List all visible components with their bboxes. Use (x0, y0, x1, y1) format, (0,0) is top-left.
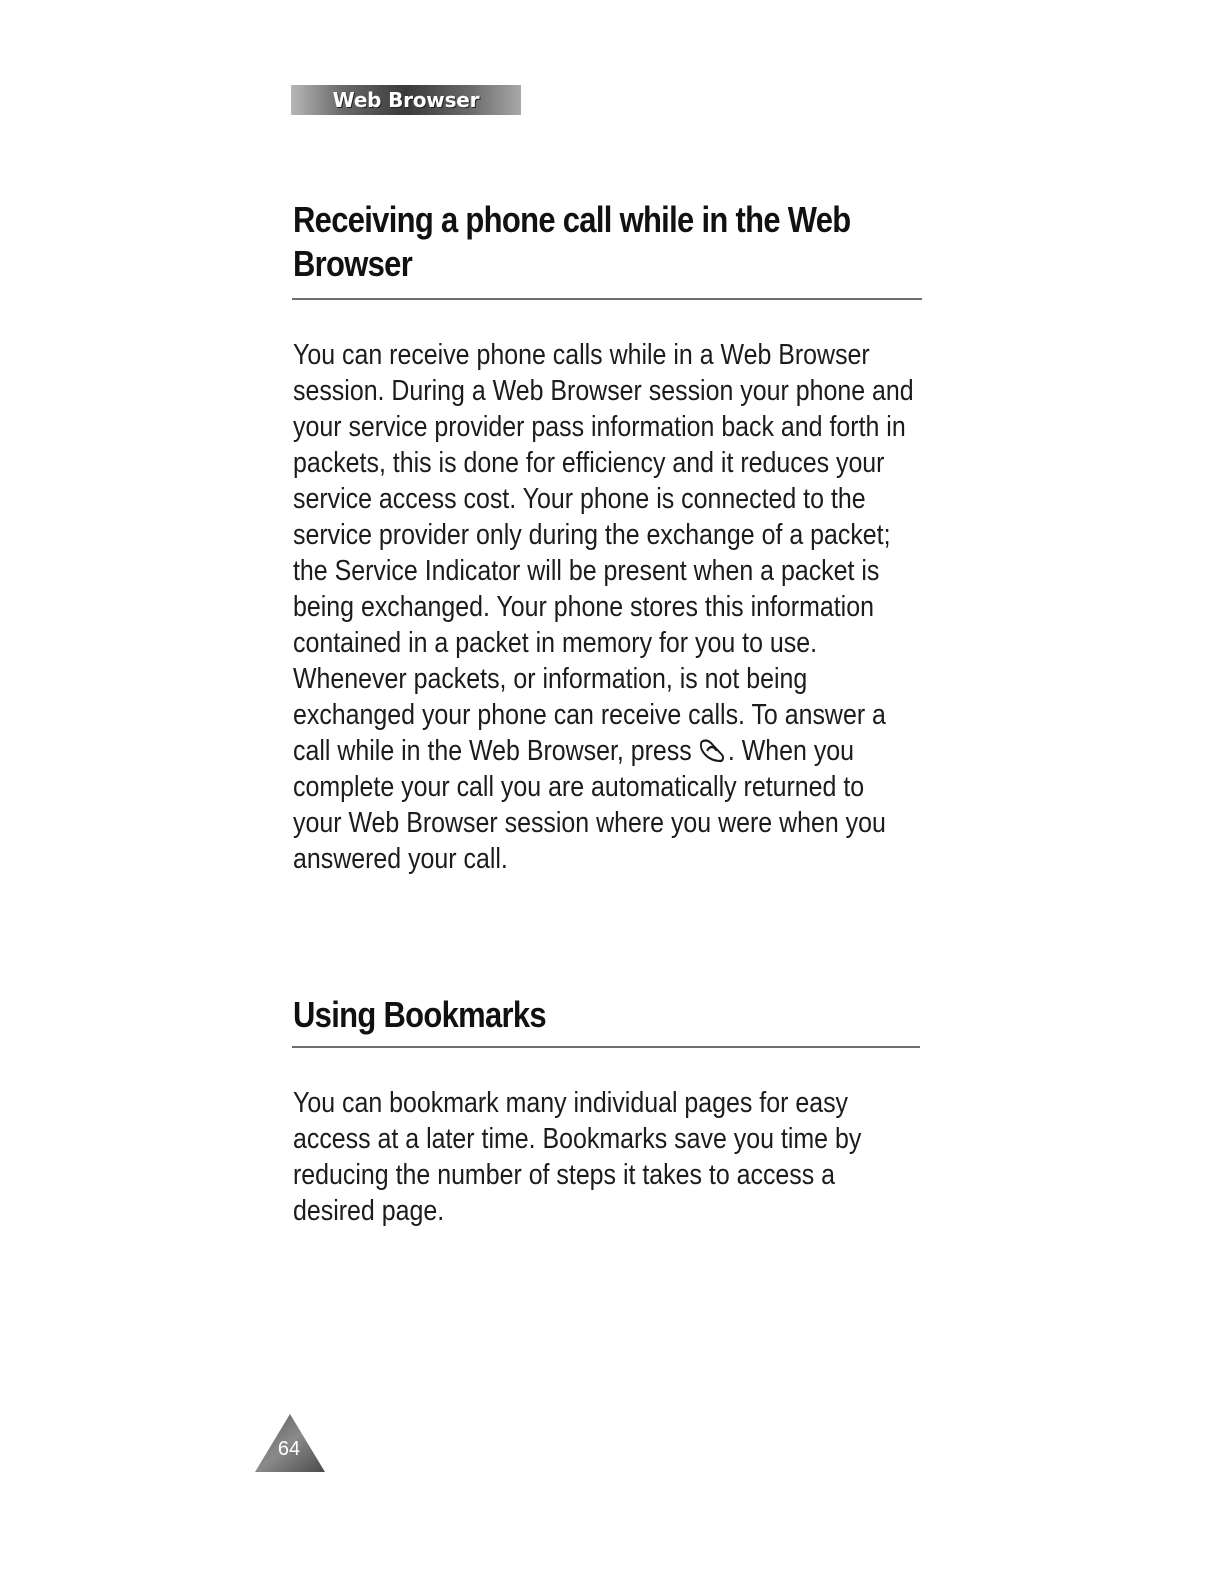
text-line: being exchanged. Your phone stores this information (293, 591, 874, 623)
text-line: answered your call. (293, 843, 508, 875)
text-line: complete your call you are automatically returned to (293, 771, 865, 803)
text-line: exchanged your phone can receive calls. To answer a (293, 699, 886, 731)
text-line: your service provider pass information back and forth in (293, 411, 906, 443)
text-line: service provider only during the exchange of a packet; (293, 519, 891, 551)
text-line: You can bookmark many individual pages for easy (293, 1087, 849, 1119)
heading-line: Receiving a phone call while in the Web (293, 199, 851, 240)
send-key-icon (699, 737, 727, 763)
text-line: service access cost. Your phone is connected to the (293, 483, 866, 515)
section-tab-label: Web Browser (332, 88, 480, 112)
text-line-with-icon (293, 733, 912, 769)
section-heading-bookmarks: Using Bookmarks (293, 994, 546, 1035)
text-line: access at a later time. Bookmarks save you time by (293, 1123, 862, 1155)
text-line: desired page. (293, 1195, 445, 1227)
text-line: session. During a Web Browser session your phone and (293, 375, 914, 407)
text-fragment: call while in the Web Browser, press (293, 735, 692, 767)
section-tab (291, 85, 521, 115)
paragraph-receiving-calls (293, 337, 912, 877)
text-line: your Web Browser session where you were when you (293, 807, 886, 839)
text-fragment: . When you (727, 735, 855, 767)
text-line: reducing the number of steps it takes to access a (293, 1159, 836, 1191)
text-line: You can receive phone calls while in a Web Browser (293, 339, 870, 371)
paragraph-bookmarks (293, 1085, 912, 1229)
text-line: Whenever packets, or information, is not being (293, 663, 808, 695)
text-line: contained in a packet in memory for you to use. (293, 627, 818, 659)
heading-rule (292, 1046, 920, 1048)
page-number: 64 (277, 1438, 301, 1460)
text-line: the Service Indicator will be present when a packet is (293, 555, 880, 587)
text-line: packets, this is done for efficiency and it reduces your (293, 447, 885, 479)
heading-line: Browser (293, 243, 413, 284)
section-heading-receiving-calls (293, 198, 851, 286)
heading-rule (292, 298, 922, 300)
